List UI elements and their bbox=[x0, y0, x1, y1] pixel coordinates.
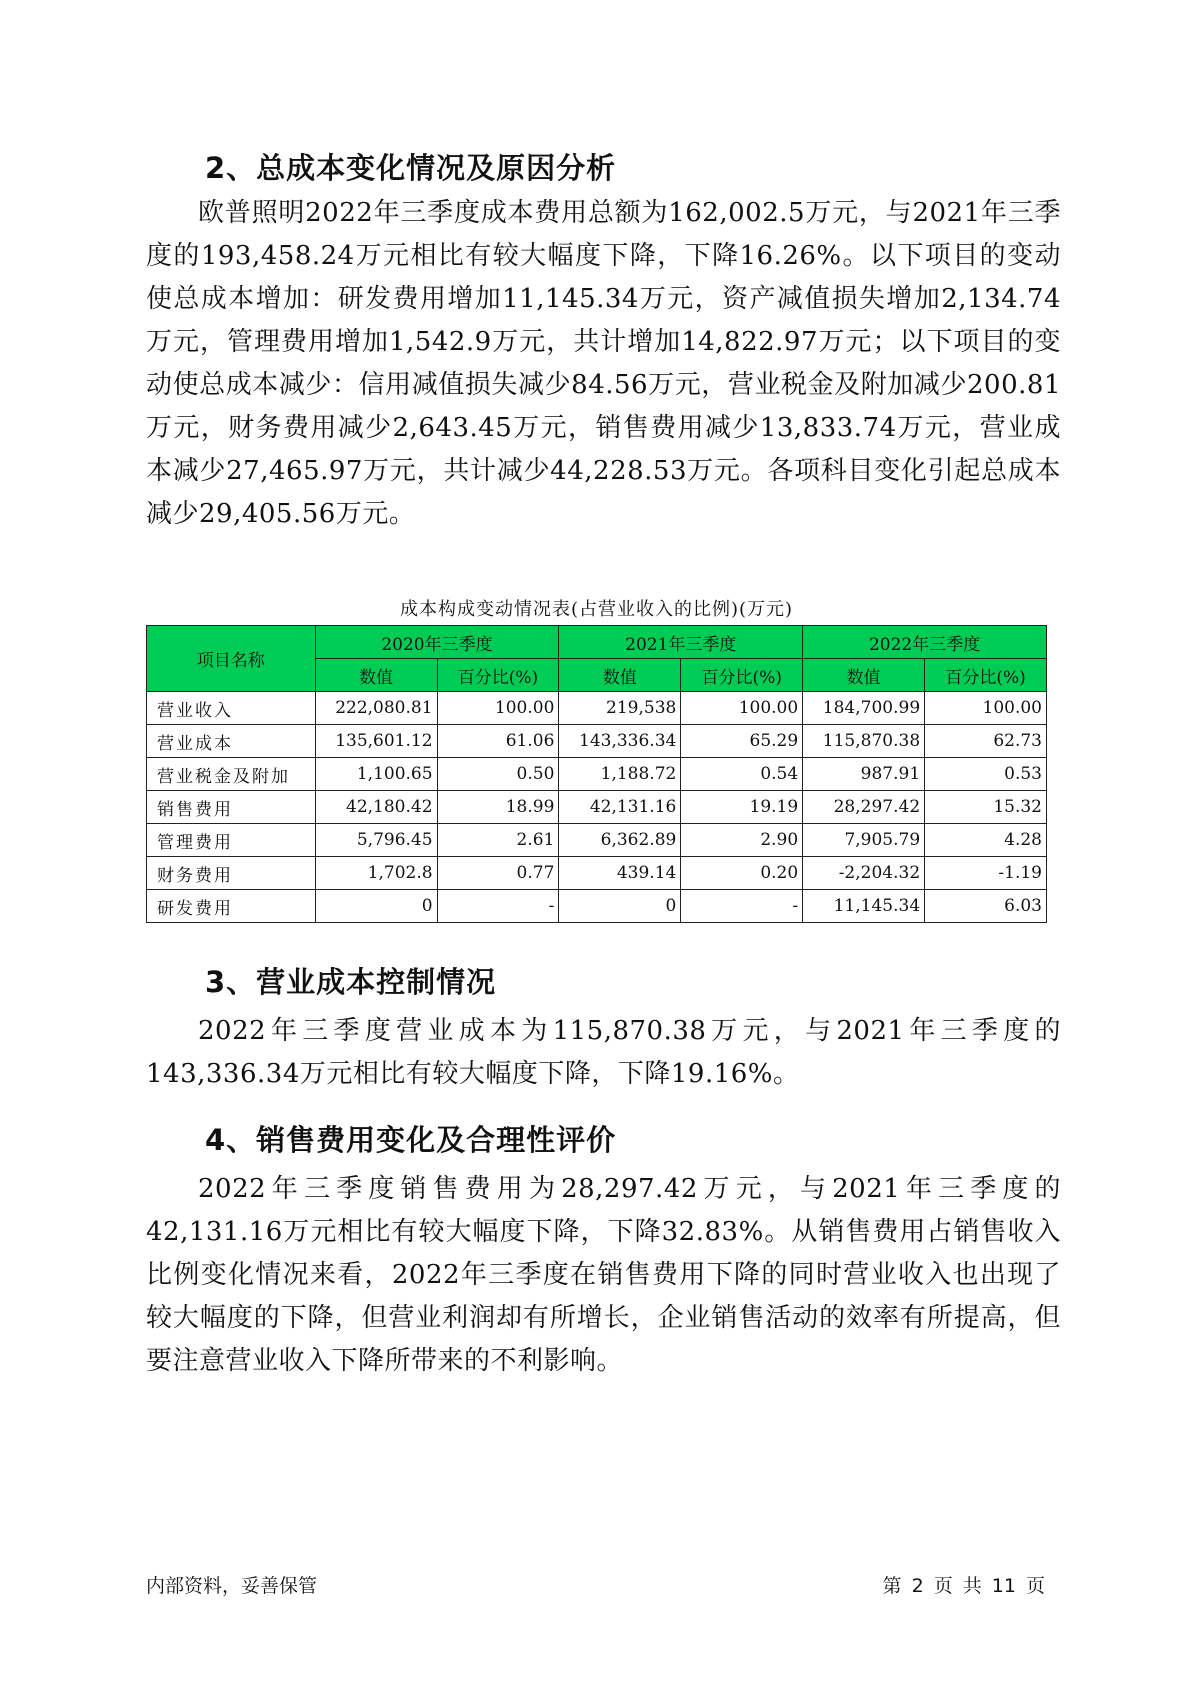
table-cell: 42,180.42 bbox=[315, 791, 437, 824]
row-label: 营业税金及附加 bbox=[147, 758, 316, 791]
row-label: 销售费用 bbox=[147, 791, 316, 824]
section-2-heading: 2、总成本变化情况及原因分析 bbox=[205, 151, 617, 185]
value-subheader: 数值 bbox=[315, 659, 437, 692]
footer-confidential-note: 内部资料，妥善保管 bbox=[146, 1575, 318, 1597]
table-cell: 5,796.45 bbox=[315, 824, 437, 857]
table-cell: 0 bbox=[559, 890, 681, 923]
section-4-body: 2022年三季度销售费用为28,297.42万元，与2021年三季度的42,131.16万元相比有较大幅度下降，下降32.83%。从销售费用占销售收入比例变化情况来看，2022年三季度在销售费用下降的同时营业收入也出现了较大幅度的下降，但营业利润却有所增长，企业销售活动的效率有所提高，但要注意营业收入下降所带来的不利影响。 bbox=[146, 1174, 1061, 1376]
section-4-heading: 4、销售费用变化及合理性评价 bbox=[205, 1123, 617, 1157]
table-cell: 184,700.99 bbox=[803, 692, 925, 725]
table-cell: 1,702.8 bbox=[315, 857, 437, 890]
table-row bbox=[147, 692, 1047, 725]
percent-subheader: 百分比(%) bbox=[925, 659, 1047, 692]
row-label: 研发费用 bbox=[147, 890, 316, 923]
table-cell: 19.19 bbox=[681, 791, 803, 824]
table-cell: -2,204.32 bbox=[803, 857, 925, 890]
table-cell: 100.00 bbox=[925, 692, 1047, 725]
table-cell: 4.28 bbox=[925, 824, 1047, 857]
percent-subheader: 百分比(%) bbox=[681, 659, 803, 692]
table-cell: 222,080.81 bbox=[315, 692, 437, 725]
table-cell: 42,131.16 bbox=[559, 791, 681, 824]
table-cell: 219,538 bbox=[559, 692, 681, 725]
footer-page-number: 第 2 页 共 11 页 bbox=[882, 1575, 1045, 1597]
table-cell: 62.73 bbox=[925, 725, 1047, 758]
section-3-heading: 3、营业成本控制情况 bbox=[205, 965, 497, 999]
table-cell: 115,870.38 bbox=[803, 725, 925, 758]
section-2-body: 欧普照明2022年三季度成本费用总额为162,002.5万元，与2021年三季度的193,458.24万元相比有较大幅度下降，下降16.26%。以下项目的变动使总成本增加：研发费用增加11,145.34万元，资产减值损失增加2,134.74万元，管理费用增加1,542.9万元，共计增加14,822.97万元；以下项目的变动使总成本减少：信用减值损失减少84.56万元，营业税金及附加减少200.81万元，财务费用减少2,643.45万元，销售费用减少13,833.74万元，营业成本减少27,465.97万元，共计减少44,228.53万元。各项科目变化引起总成本减少29,405.56万元。 bbox=[146, 198, 1061, 529]
table-cell: 0.53 bbox=[925, 758, 1047, 791]
table-row bbox=[147, 791, 1047, 824]
table-cell: 65.29 bbox=[681, 725, 803, 758]
percent-subheader: 百分比(%) bbox=[437, 659, 559, 692]
year-header: 2020年三季度 bbox=[315, 626, 559, 659]
year-header: 2021年三季度 bbox=[559, 626, 803, 659]
table-cell: 100.00 bbox=[681, 692, 803, 725]
table-row bbox=[147, 890, 1047, 923]
table-row bbox=[147, 758, 1047, 791]
table-caption: 成本构成变动情况表(占营业收入的比例)(万元) bbox=[399, 599, 794, 620]
row-label: 营业收入 bbox=[147, 692, 316, 725]
table-cell: 2.61 bbox=[437, 824, 559, 857]
table-row bbox=[147, 725, 1047, 758]
table-cell: 28,297.42 bbox=[803, 791, 925, 824]
table-cell: 0.20 bbox=[681, 857, 803, 890]
table-cell: 987.91 bbox=[803, 758, 925, 791]
row-label: 营业成本 bbox=[147, 725, 316, 758]
item-name-header: 项目名称 bbox=[147, 626, 316, 692]
table-cell: -1.19 bbox=[925, 857, 1047, 890]
table-cell: 18.99 bbox=[437, 791, 559, 824]
table-cell: 61.06 bbox=[437, 725, 559, 758]
table-body bbox=[147, 692, 1047, 923]
value-subheader: 数值 bbox=[559, 659, 681, 692]
table-cell: 1,100.65 bbox=[315, 758, 437, 791]
table-cell: 135,601.12 bbox=[315, 725, 437, 758]
table-cell: 7,905.79 bbox=[803, 824, 925, 857]
row-label: 管理费用 bbox=[147, 824, 316, 857]
table-cell: 0.50 bbox=[437, 758, 559, 791]
table-cell: 0.54 bbox=[681, 758, 803, 791]
table-cell: 11,145.34 bbox=[803, 890, 925, 923]
table-cell: 6,362.89 bbox=[559, 824, 681, 857]
table-cell: 15.32 bbox=[925, 791, 1047, 824]
table-cell: 439.14 bbox=[559, 857, 681, 890]
section-3-body: 2022年三季度营业成本为115,870.38万元，与2021年三季度的143,336.34万元相比有较大幅度下降，下降19.16%。 bbox=[146, 1016, 1061, 1089]
value-subheader: 数值 bbox=[803, 659, 925, 692]
table-cell: 0 bbox=[315, 890, 437, 923]
table-header-row-years bbox=[147, 626, 1047, 659]
table-cell: 2.90 bbox=[681, 824, 803, 857]
table-cell: 100.00 bbox=[437, 692, 559, 725]
year-header: 2022年三季度 bbox=[803, 626, 1047, 659]
table-cell: 0.77 bbox=[437, 857, 559, 890]
cost-structure-table bbox=[146, 625, 1047, 923]
row-label: 财务费用 bbox=[147, 857, 316, 890]
table-cell: 1,188.72 bbox=[559, 758, 681, 791]
table-cell: - bbox=[681, 890, 803, 923]
table-row bbox=[147, 824, 1047, 857]
table-cell: 6.03 bbox=[925, 890, 1047, 923]
table-cell: - bbox=[437, 890, 559, 923]
table-cell: 143,336.34 bbox=[559, 725, 681, 758]
table-row bbox=[147, 857, 1047, 890]
